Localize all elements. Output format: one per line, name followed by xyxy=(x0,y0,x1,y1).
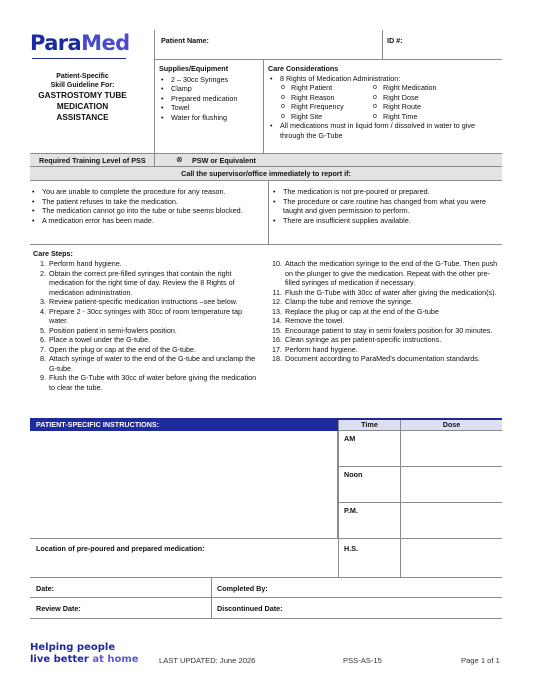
liquid-note-list xyxy=(268,121,498,140)
report-item: • The medication cannot go into the tube or tube seems blocked. xyxy=(30,206,262,216)
care-steps-title: Care Steps: xyxy=(33,249,73,258)
right-item: o Right Medication xyxy=(373,83,437,93)
care-steps xyxy=(30,247,502,419)
review-date-field[interactable] xyxy=(30,598,211,619)
care-step: 18. Document according to ParaMed’s documentation standards. xyxy=(272,354,480,363)
completed-by-label: Completed By: xyxy=(217,584,268,593)
rights-intro: • 8 Rights of Medication Administration: xyxy=(268,74,498,84)
tagline-line2: live better at home xyxy=(30,653,139,665)
care-step: 5. Position patient in semi-fowlers position. xyxy=(40,325,177,335)
care-step: 2. Obtain the correct pre-filled syringes that contain the right medication for the right time of day. Review the 8 Rights of medication administration. xyxy=(40,268,235,297)
report-item: • The medication is not pre-poured or prepared. xyxy=(271,187,499,197)
discontinued-date-field[interactable] xyxy=(211,598,502,619)
report-heading: Call the supervisor/office immediately to report if: xyxy=(181,169,351,178)
care-considerations-list xyxy=(268,74,498,84)
time-hs: H.S. xyxy=(344,544,358,553)
guideline-title-2: MEDICATION xyxy=(56,102,109,112)
time-am: AM xyxy=(344,434,356,443)
tagline-line1: Helping people xyxy=(30,642,116,653)
care-step: 6. Place a towel under the G-tube. xyxy=(40,335,151,344)
time-noon: Noon xyxy=(344,470,363,479)
time-row-pm xyxy=(338,503,502,539)
care-step: 1. Perform hand hygiene. xyxy=(40,259,122,268)
care-considerations-cell xyxy=(263,60,502,153)
patient-name-label: Patient Name: xyxy=(161,36,209,45)
supplies-cell xyxy=(154,60,263,153)
care-step: 3. Review patient-specific medication instructions –see below. xyxy=(40,297,238,306)
report-items xyxy=(30,181,502,245)
time-column-divider xyxy=(338,431,339,578)
logo-underline xyxy=(32,58,126,59)
care-step: 15. Encourage patient to stay in semi fowlers position for 30 minutes. xyxy=(272,325,493,335)
document-code: PSS-AS-15 xyxy=(343,656,382,665)
instructions-text-area[interactable] xyxy=(30,431,338,539)
right-item: o Right Time xyxy=(373,112,437,122)
report-divider xyxy=(268,181,269,244)
rights-left xyxy=(281,83,373,121)
care-steps-left xyxy=(33,259,259,392)
right-item: o Right Route xyxy=(373,102,437,112)
dose-field-hs[interactable] xyxy=(400,539,502,577)
guideline-title-3: ASSISTANCE xyxy=(56,113,109,123)
care-step: 7. Open the plug or cap at the end of the G-tube. xyxy=(40,344,197,354)
guideline-title-block xyxy=(20,72,145,124)
supply-item: • Water for flushing xyxy=(159,113,259,123)
right-item: o Right Dose xyxy=(373,93,437,103)
supply-item: • 2 – 30cc Syringes xyxy=(159,75,259,85)
supplies-title: Supplies/Equipment xyxy=(159,64,229,73)
rights-right xyxy=(373,83,437,121)
care-step: 8. Attach syringe of water to the end of the G-tube and unclamp the G-tube. xyxy=(40,354,256,373)
location-label: Location of pre-poured and prepared medication: xyxy=(36,544,205,553)
dose-header: Dose xyxy=(400,419,502,431)
time-header: Time xyxy=(338,419,400,431)
training-row xyxy=(30,153,502,167)
dose-field-noon[interactable] xyxy=(400,467,502,502)
last-updated: LAST UPDATED: June 2026 xyxy=(159,656,256,665)
supply-item: • Towel xyxy=(159,103,259,113)
training-check-icon: ⊗ xyxy=(176,155,183,164)
time-row-am xyxy=(338,431,502,467)
instructions-heading-row xyxy=(30,419,338,431)
care-step: 16. Clean syringe as per patient-specific instructions. xyxy=(272,335,442,344)
right-item: o Right Site xyxy=(281,112,373,122)
care-step: 9. Flush the G-Tube with 30cc of water before giving the medication to clear the tube. xyxy=(40,373,257,392)
paramed-logo: ParaMed xyxy=(30,31,130,55)
guideline-line1: Patient-Specific xyxy=(56,73,109,80)
care-step: 17. Perform hand hygiene. xyxy=(272,344,358,354)
patient-id-label: ID #: xyxy=(387,36,403,45)
time-row-noon xyxy=(338,467,502,503)
supply-item: • Clamp xyxy=(159,84,259,94)
instructions-heading: PATIENT-SPECIFIC INSTRUCTIONS: xyxy=(36,420,160,429)
time-row-hs xyxy=(338,539,502,578)
footer-tagline xyxy=(30,642,139,665)
time-pm: P.M. xyxy=(344,506,358,515)
guideline-line2: Skill Guideline For: xyxy=(50,82,115,90)
care-step: 12. Clamp the tube and remove the syringe. xyxy=(272,297,413,306)
patient-id-cell[interactable] xyxy=(382,30,502,60)
completed-by-field[interactable] xyxy=(211,578,502,598)
report-left-list xyxy=(30,187,262,225)
report-item: • There are insufficient supplies available. xyxy=(271,216,499,226)
training-value: PSW or Equivalent xyxy=(192,156,256,165)
dose-field-am[interactable] xyxy=(400,431,502,466)
report-item: • The patient refuses to take the medication. xyxy=(30,197,262,207)
report-item: • You are unable to complete the procedure for any reason. xyxy=(30,187,262,197)
care-step: 13. Replace the plug or cap at the end of the G-tube xyxy=(272,306,439,316)
care-step: 4. Prepare 2 - 30cc syringes with 30cc of room temperature tap water. xyxy=(40,306,242,325)
supply-item: • Prepared medication xyxy=(159,94,259,104)
right-item: o Right Reason xyxy=(281,93,373,103)
care-step: 10. Attach the medication syringe to the end of the G-Tube. Then push on the plunger to give the medication. Repeat with the other pre-filled syringes of medication if necessary. xyxy=(272,259,498,287)
location-row[interactable] xyxy=(30,539,338,578)
supplies-list xyxy=(159,75,259,123)
report-heading-row xyxy=(30,167,502,181)
date-label: Date: xyxy=(36,584,54,593)
review-date-label: Review Date: xyxy=(36,604,81,613)
rights-grid xyxy=(268,83,498,121)
training-divider xyxy=(154,154,155,167)
care-considerations-title: Care Considerations xyxy=(268,64,339,73)
care-step: 14. Remove the towel. xyxy=(272,316,345,325)
report-item: • The procedure or care routine has changed from what you were taught and given permission to perform. xyxy=(271,197,499,216)
training-label: Required Training Level of PSS xyxy=(39,156,146,165)
report-right-list xyxy=(271,187,499,225)
care-step: 11. Flush the G-Tube with 30cc of water after giving the medication(s). xyxy=(272,287,497,297)
date-field[interactable] xyxy=(30,578,211,598)
liquid-note: • All medications must in liquid form / dissolved in water to give through the G-Tube xyxy=(268,121,498,140)
right-item: o Right Frequency xyxy=(281,102,373,112)
discontinued-date-label: Discontinued Date: xyxy=(217,604,283,613)
instructions-top-border xyxy=(30,418,502,420)
care-steps-right xyxy=(269,259,499,364)
dose-field-pm[interactable] xyxy=(400,503,502,538)
page-number: Page 1 of 1 xyxy=(461,656,500,665)
report-item: • A medication error has been made. xyxy=(30,216,262,226)
right-item: o Right Patient xyxy=(281,83,373,93)
guideline-title-1: GASTROSTOMY TUBE xyxy=(38,91,127,101)
patient-name-cell[interactable] xyxy=(154,30,382,60)
